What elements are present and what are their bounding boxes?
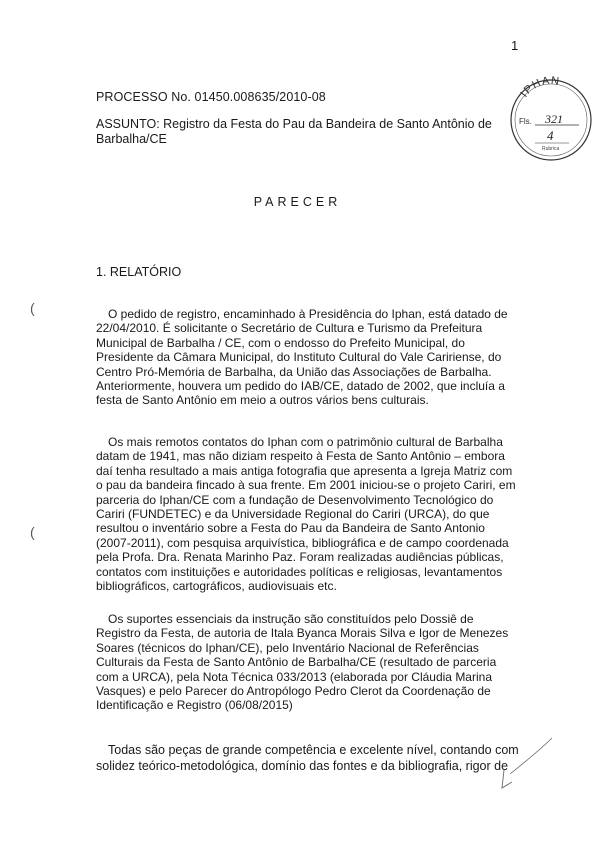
paragraph-pedido [96, 307, 512, 408]
stamp-fls-label: Fls. [519, 117, 532, 126]
paragraph-line: parceria do Iphan/CE com a fundação de Desenvolvimento Tecnológico do [96, 492, 494, 507]
paragraph-contatos [96, 435, 516, 594]
handwritten-mark [490, 730, 560, 800]
paragraph-line: Todas são peças de grande competência e excelente nível, contando com [108, 743, 519, 757]
paragraph-line: (2007-2011), com pesquisa arquivística, bibliográfica e de campo coordenada [96, 535, 509, 550]
paragraph-line: festa de Santo Antônio em meio a outros vários bens culturais. [96, 393, 429, 408]
stamp-org: IPHAN [518, 74, 561, 100]
paragraph-line: O pedido de registro, encaminhado à Presidência do Iphan, está datado de [108, 307, 508, 321]
paragraph-line: Os suportes essenciais da instrução são constituídos pelo Dossiê de [108, 612, 474, 626]
paragraph-line: Registro da Festa, de autoria de Itala Byanca Morais Silva e Igor de Menezes [96, 626, 509, 641]
section-heading: 1. RELATÓRIO [96, 265, 182, 279]
page-title: PARECER [253, 195, 342, 209]
paragraph-line: bibliográficos, cartográficos, audiovisuais etc. [96, 579, 337, 594]
paragraph-line: 22/04/2010. É solicitante o Secretário de Cultura e Turismo da Prefeitura [96, 321, 483, 336]
paragraph-pecas [96, 742, 519, 774]
paragraph-line: Cariri (FUNDETEC) e da Universidade Regional do Cariri (URCA), do que [96, 507, 490, 522]
margin-mark: ( [30, 524, 35, 540]
paragraph-line: Identificação e Registro (06/08/2015) [96, 698, 293, 713]
paragraph-line: Soares (técnicos do Iphan/CE), pelo Inventário Nacional de Referências [96, 640, 479, 655]
stamp-rubrica-mark: 4 [547, 128, 554, 143]
assunto [96, 117, 516, 147]
margin-mark: ( [30, 300, 35, 316]
processo-number: PROCESSO No. 01450.008635/2010-08 [96, 90, 326, 104]
paragraph-line: com a URCA), pela Nota Técnica 033/2013 (elaborada por Cláudia Marina [96, 669, 492, 684]
paragraph-suportes [96, 612, 512, 713]
stamp-fls-value: 321 [545, 112, 563, 126]
paragraph-line: Culturais da Festa de Santo Antônio de Barbalha/CE (resultado de parceria [96, 655, 497, 670]
paragraph-line: o pau da bandeira fincado à sua frente. Em 2001 iniciou-se o projeto Cariri, em [96, 478, 516, 493]
paragraph-line: datam de 1941, mas não diziam respeito à Festa de Santo Antônio – embora [96, 449, 505, 464]
assunto-line: ASSUNTO: Registro da Festa do Pau da Bandeira de Santo Antônio de [96, 117, 492, 131]
paragraph-line: pela Profa. Dra. Renata Marinho Paz. Foram realizadas audiências públicas, [96, 550, 504, 565]
paragraph-line: resultou o inventário sobre a Festa do Pau da Bandeira de Santo Antonio [96, 521, 485, 536]
paragraph-line: daí tenha resultado a mais antiga fotografia que apresenta a Igreja Matriz com [96, 463, 513, 478]
svg-text:IPHAN [518, 75, 560, 100]
paragraph-line: Centro Pró-Memória de Barbalha, da União das Associações de Barbalha. [96, 364, 492, 379]
paragraph-line: Anteriormente, houvera um pedido do IAB/CE, datado de 2002, que incluía a [96, 379, 505, 394]
paragraph-line: Vasques) e pelo Parecer do Antropólogo Pedro Clerot da Coordenação de [96, 684, 491, 699]
paragraph-line: Municipal de Barbalha / CE, com o endosso do Prefeito Municipal, do [96, 335, 465, 350]
paragraph-line: Os mais remotos contatos do Iphan com o patrimônio cultural de Barbalha [108, 435, 503, 449]
paragraph-line: solidez teórico-metodológica, domínio das fontes e da bibliografia, rigor de [96, 759, 509, 773]
page-number: 1 [511, 38, 519, 53]
iphan-folio-stamp [505, 74, 595, 166]
paragraph-line: Presidente da Câmara Municipal, do Instituto Cultural do Vale Caririense, do [96, 350, 502, 365]
paragraph-line: contatos com instituições e autoridades políticas e religiosas, levantamentos [96, 564, 503, 579]
stamp-rubrica-label: Rubrica [542, 146, 560, 152]
assunto-line: Barbalha/CE [96, 132, 167, 146]
